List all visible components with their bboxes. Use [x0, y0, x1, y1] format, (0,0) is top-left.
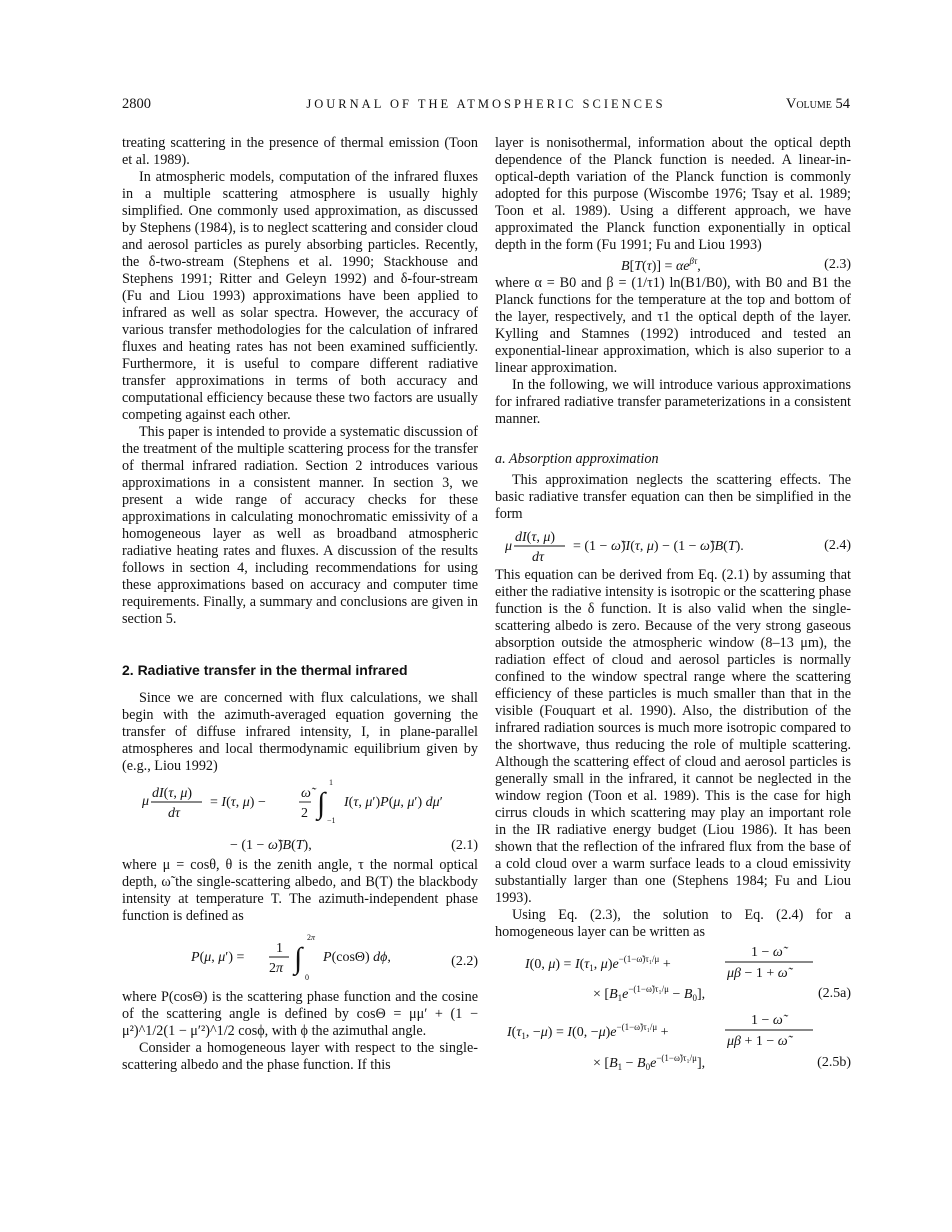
svg-text:dτ: dτ — [532, 550, 545, 565]
equation-number: (2.4) — [824, 538, 851, 553]
svg-text:−1: −1 — [327, 816, 336, 825]
svg-text:I(τ, μ′)P(μ, μ′) dμ′: I(τ, μ′)P(μ, μ′) dμ′ — [344, 795, 443, 810]
paragraph: where α = B0 and β = (1/τ1) ln(B1/B0), with B0 and B1 the Planck functions for the temperature at the top and bottom of the layer, respectively, and τ1 the optical depth of the layer. Kylling and Stamnes (1992) introduced and tested an exponential-linear approximation, which is also superior to a linear approximation. — [495, 275, 851, 376]
paragraph: Since we are concerned with flux calculations, we shall begin with the azimuth-averaged equation governing the transfer of diffuse infrared intensity, I, in plane-parallel atmospheres and local thermodynamic equilibrium given by (e.g., Liou 1992) — [122, 690, 478, 774]
subsection-heading: a. Absorption approximation — [495, 451, 659, 467]
equation-2-1-math — [122, 775, 478, 857]
svg-text:0: 0 — [305, 973, 309, 982]
svg-text:1 − ω̃: 1 − ω̃ — [751, 945, 783, 960]
svg-text:1 − ω̃: 1 − ω̃ — [751, 1013, 783, 1028]
svg-text:∫: ∫ — [317, 787, 326, 820]
svg-text:ω̃: ω̃ — [301, 786, 311, 801]
paragraph: Using Eq. (2.3), the solution to Eq. (2.4) for a homogeneous layer can be written as — [495, 907, 851, 940]
svg-text:− (1 − ω̃)B(T),: − (1 − ω̃)B(T), — [230, 838, 312, 853]
svg-text:= I(τ, μ) −: = I(τ, μ) − — [210, 795, 266, 810]
paragraph: In the following, we will introduce various approximations for infrared radiative transfer parameterizations in a consistent manner. — [495, 377, 851, 427]
paragraph: This paper is intended to provide a systematic discussion of the treatment of the multiple scattering process for the transfer of thermal infrared radiation. Section 2 introduces various approximations in a consistent manner. In section 3, we present a wide range of accuracy checks for these approximations in calculating monochromatic emissivity of a homogeneous layer as well as broadband atmospheric radiative heating rates and fluxes. A discussion of the results follows in section 4, including recommendations for using these approximations based on accuracy and computer time requirements. Finally, a summary and conclusions are given in section 5. — [122, 424, 478, 627]
svg-text:∫: ∫ — [294, 942, 303, 975]
svg-text:I(τ1, −μ) = I(0, −μ)e−(1−ω̃)τ₁: $I(\tau_1$, −μ) = I(0, $-\mu)e^{-(1-\omegã)\tau_1/\mu}$ + — [507, 1022, 669, 1041]
equation-2-2 — [122, 925, 478, 989]
equation-number: (2.2) — [451, 954, 478, 969]
equation-number: (2.1) — [451, 838, 478, 853]
svg-text:= (1 − ω̃)I(τ, μ) − (1 − ω̃)B(: = (1 − ω̃)I(τ, μ) − (1 − ω̃)B(T). — [573, 539, 744, 554]
svg-text:P(cosΘ) dϕ,: P(cosΘ) dϕ, — [323, 950, 391, 965]
svg-text:2π: 2π — [269, 961, 284, 976]
paragraph: This approximation neglects the scattering effects. The basic radiative transfer equation can then be simplified in the form — [495, 472, 851, 522]
equation-2-2-math — [122, 925, 478, 989]
equation-number: (2.5a) — [817, 986, 851, 1001]
page-number: 2800 — [122, 96, 151, 112]
svg-text:× [B1e−(1−ω̃)τ₁/μ − B0],: × $[B_1e^{-(1-\omegã)\tau_1/\mu} - B_0]$, — [593, 984, 706, 1003]
section-heading: 2. Radiative transfer in the thermal infrared — [122, 662, 408, 678]
svg-text:1: 1 — [276, 941, 283, 956]
equation-2-5b — [495, 1005, 851, 1071]
equation-2-1 — [122, 775, 478, 857]
svg-text:× [B1 − B0e−(1−ω̃)τ₁/μ],: × $[B_1 - B_0e^{-(1-\omegã)\tau_1/\mu}]$, — [593, 1053, 706, 1071]
svg-text:μβ + 1 − ω̃: μβ + 1 − ω̃ — [727, 1034, 788, 1049]
paragraph: This equation can be derived from Eq. (2.1) by assuming that either the radiative intensity is isotropic or the scattering phase function is the δ function. It is also valid when the single-scattering albedo is zero. Because of the very strong gaseous absorption outside the atmospheric window (8–13 μm), the radiation effect of cloud and aerosol particles is normally confined to the window spectral range where the scattering efficiency of these particles is much smaller than that in the visible (Fouquart et al. 1990). Also, the distribution of the infrared radiation sources is much more isotropic compared to the shortwave, thus reducing the role of multiple scattering. Although the scattering effect of cloud and aerosol particles is generally small in the infrared, it cannot be neglected in the window region (Toon et al. 1989). This is the case for high cirrus clouds in which scattering may play an important role in the IR radiative energy budget (Liou 1986). It has been shown that the reflection of the infrared flux from the base of a cold cloud over a warm surface leads to a cloud emissivity substantially larger than one (Stephens 1984; Fu and Liou 1993). — [495, 567, 851, 906]
equation-2-4 — [495, 523, 851, 567]
journal-title: JOURNAL OF THE ATMOSPHERIC SCIENCES — [306, 97, 666, 111]
equation-number: (2.3) — [824, 257, 851, 272]
paragraph: layer is nonisothermal, information about the optical depth dependence of the Planck function is needed. A linear-in-optical-depth variation of the Planck function is commonly adopted for this purpose (Wiscombe 1976; Tsay et al. 1989; Toon et al. 1989). Using a different approach, we have approximated the Planck function exponentially in optical depth in the form (Fu 1991; Fu and Liou 1993) — [495, 135, 851, 253]
right-column — [495, 135, 851, 1071]
svg-text:2: 2 — [301, 806, 308, 821]
equation-number: (2.5b) — [817, 1055, 851, 1070]
svg-text:dI(τ, μ): dI(τ, μ) — [152, 786, 193, 801]
paragraph: where μ = cosθ, θ is the zenith angle, τ the normal optical depth, ω̃ the single-scattering albedo, and B(T) the blackbody intensity at temperature T. The azimuth-independent phase function is defined as — [122, 857, 478, 924]
paragraph: where P(cosΘ) is the scattering phase function and the cosine of the scattering angle is defined by cosΘ = μμ′ + (1 − μ²)^1/2(1 − μ′²)^1/2 cosϕ, with ϕ the azimuthal angle. — [122, 989, 478, 1039]
svg-text:μ: μ — [505, 539, 513, 554]
svg-text:μβ − 1 + ω̃: μβ − 1 + ω̃ — [727, 966, 788, 981]
equation-2-5a-math — [495, 941, 851, 1003]
svg-text:2π: 2π — [307, 933, 316, 942]
equation-2-4-math — [495, 523, 851, 567]
equation-2-5b-math — [495, 1005, 851, 1071]
left-column — [122, 135, 478, 1074]
svg-text:I(0, μ) = I(τ1, μ)e−(1−ω̃)τ₁/μ: I(0, $\mu) = I(\tau_1$, $\mu)e^{-(1-\omegã)\tau_1/\mu}$ + — [525, 954, 671, 973]
equation-2-5a — [495, 941, 851, 1003]
paragraph: treating scattering in the presence of thermal emission (Toon et al. 1989). — [122, 135, 478, 168]
svg-text:μ: μ — [142, 794, 150, 809]
svg-text:1: 1 — [329, 778, 333, 787]
svg-text:P(μ, μ′) =: P(μ, μ′) = — [191, 950, 245, 965]
svg-text:B[T(τ)] = αeβτ,: $B[T(\tau)] = \alpha e^{\beta\tau}$, — [621, 256, 701, 274]
svg-text:dτ: dτ — [168, 806, 181, 821]
equation-2-3-math — [495, 255, 851, 275]
volume-label: Volume 54 — [785, 96, 850, 112]
equation-2-3 — [495, 255, 851, 275]
paragraph: In atmospheric models, computation of the infrared fluxes in a multiple scattering atmosphere is usually highly simplified. One commonly used approximation, as discussed by Stephens (1984), is to neglect scattering and consider cloud and aerosol particles as purely absorbing particles. Recently, the δ-two-stream (Stephens et al. 1990; Stackhouse and Stephens 1991; Ritter and Geleyn 1992) and δ-four-stream (Fu and Liou 1993) approximations have been applied to infrared as well as solar spectra. However, the accuracy of various transfer methodologies for the calculation of infrared fluxes and heating rates has not been examined sufficiently. Furthermore, it is useful to compare different radiative transfer approximations in terms of both accuracy and computational efficiency because these two factors are usually competing against each other. — [122, 169, 478, 423]
svg-text:dI(τ, μ): dI(τ, μ) — [515, 530, 556, 545]
running-header — [122, 96, 850, 116]
paragraph: Consider a homogeneous layer with respect to the single-scattering albedo and the phase function. If this — [122, 1040, 478, 1073]
